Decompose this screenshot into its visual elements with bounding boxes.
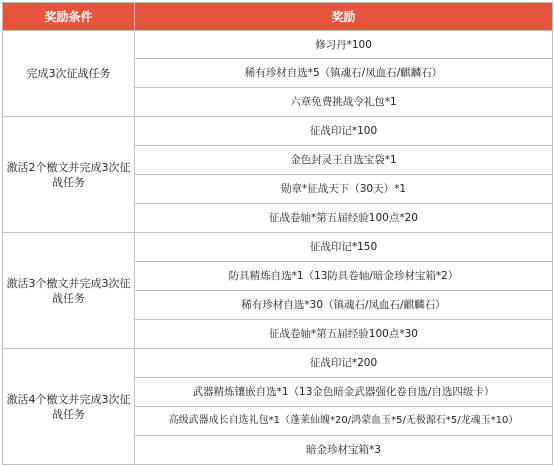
header-condition: 奖励条件 [3, 3, 135, 31]
reward-cell: 金色封灵王自选宝袋*1 [135, 146, 553, 175]
table-row [3, 349, 553, 378]
reward-cell: 勋章*征战天下（30天）*1 [135, 175, 553, 204]
condition-cell: 激活2个檄文并完成3次征战任务 [3, 117, 135, 233]
reward-cell: 征战卷轴*第五届经验100点*30 [135, 320, 553, 349]
table-row [3, 31, 553, 59]
reward-cell: 防具精炼自选*1（13防具卷轴/暗金珍材宝箱*2） [135, 262, 553, 291]
reward-cell: 征战卷轴*第五届经验100点*20 [135, 204, 553, 233]
header-row [3, 3, 553, 31]
reward-cell: 稀有珍材自选*30（镇魂石/凤血石/麒麟石） [135, 291, 553, 320]
table-row [3, 117, 553, 146]
reward-cell: 征战印记*150 [135, 233, 553, 262]
condition-cell: 完成3次征战任务 [3, 31, 135, 117]
reward-cell: 征战印记*200 [135, 349, 553, 378]
reward-cell: 武器精炼镶嵌自选*1（13金色暗金武器强化卷自选/自选四级卡） [135, 378, 553, 407]
header-reward: 奖励 [135, 3, 553, 31]
reward-cell: 六章免费挑战令礼包*1 [135, 88, 553, 117]
condition-cell: 激活4个檄文并完成3次征战任务 [3, 349, 135, 465]
reward-table [2, 2, 553, 465]
reward-cell: 稀有珍材自选*5（镇魂石/凤血石/麒麟石） [135, 59, 553, 88]
condition-cell: 激活3个檄文并完成3次征战任务 [3, 233, 135, 349]
table-row [3, 233, 553, 262]
reward-cell: 征战印记*100 [135, 117, 553, 146]
reward-cell: 修习丹*100 [135, 31, 553, 59]
reward-cell: 高级武器成长自选礼包*1（蓬莱仙魄*20/鸿蒙血玉*5/无极源石*5/龙魂玉*10） [135, 407, 553, 436]
reward-cell: 暗金珍材宝箱*3 [135, 436, 553, 465]
